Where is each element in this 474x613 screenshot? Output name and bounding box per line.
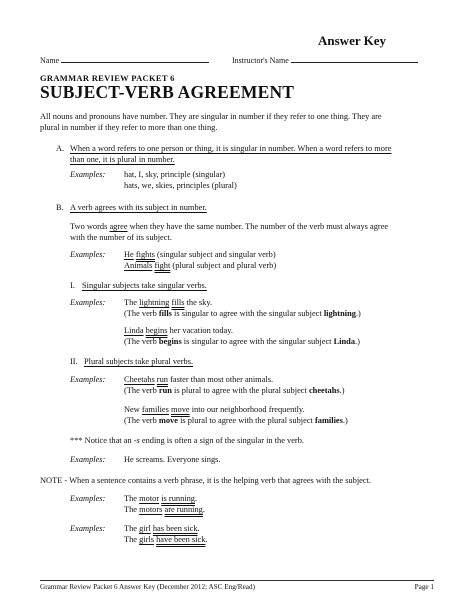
instructor-name-line [291, 54, 418, 63]
section-a-examples-label: Examples: [70, 170, 106, 179]
section-b-letter: B. [56, 203, 64, 212]
sub-i-example-2: Linda begins her vacation today. (The verb begins is singular to agree with the singular subject Linda.) [124, 326, 360, 346]
intro-line: plural in number if they refer to more than one thing. [40, 122, 218, 132]
section-b-rule: A verb agrees with its subject in number. [70, 203, 207, 212]
page-title: SUBJECT-VERB AGREEMENT [40, 82, 295, 102]
sub-i-heading: Singular subjects take singular verbs. [82, 281, 207, 290]
section-a-rule: When a word refers to one person or thing, it is singular in number. When a word refers to more than one, it is plural in number. [70, 144, 392, 164]
notice-text: *** Notice that an -s ending is often a sign of the singular in the verb. [70, 436, 305, 445]
packet-label: GRAMMAR REVIEW PACKET 6 [40, 73, 175, 83]
sub-i-example-1: The lightning fills the sky. (The verb fills is singular to agree with the singular subject lightning.) [124, 298, 361, 318]
section-a-letter: A. [56, 144, 65, 153]
section-b-paragraph: Two words agree when they have the same number. The number of the verb must always agree with the number of its subject. [70, 222, 389, 242]
sub-i-numeral: I. [70, 281, 75, 290]
sub-ii-examples-label: Examples: [70, 375, 106, 384]
sub-ii-example-2: New families move into our neighborhood frequently. (The verb move is plural to agree with the plural subject families.) [124, 405, 348, 425]
section-a-examples: hat, I, sky, principle (singular) hats, we, skies, principles (plural) [124, 170, 237, 190]
footer-source: Grammar Review Packet 6 Answer Key (December 2012; ASC Eng/Read) [40, 583, 255, 591]
intro-line: All nouns and pronouns have number. They are singular in number if they refer to one thing. They are [40, 112, 382, 121]
note-examples-group-1: The motor is running. The motors are running. [124, 494, 205, 514]
intro-paragraph [40, 112, 382, 133]
name-field [40, 54, 209, 65]
name-label: Name [40, 56, 60, 65]
section-b-examples-label: Examples: [70, 250, 106, 259]
section-b-examples: He fights (singular subject and singular verb) Animals fight (plural subject and plural verb) [124, 250, 277, 270]
page-footer [40, 580, 434, 591]
note-examples-group-2: The girl has been sick. The girls have been sick. [124, 524, 208, 544]
answer-key-label: Answer Key [318, 33, 387, 48]
sub-ii-example-1: Cheetahs run faster than most other animals. (The verb run is plural to agree with the plural subject cheetahs.) [124, 375, 345, 395]
note-examples-label-2: Examples: [70, 524, 106, 533]
sub-i-examples-label: Examples: [70, 298, 106, 307]
sub-ii-numeral: II. [70, 357, 78, 366]
notice-examples: He screams. Everyone sings. [124, 455, 221, 464]
sub-ii-heading: Plural subjects take plural verbs. [84, 357, 194, 366]
instructor-name-field [232, 54, 418, 65]
name-line [61, 54, 209, 63]
instructor-name-label: Instructor's Name [232, 56, 289, 65]
note-examples-label: Examples: [70, 494, 106, 503]
page-number: Page 1 [414, 583, 434, 591]
note-text: NOTE - When a sentence contains a verb phrase, it is the helping verb that agrees with the subject. [40, 476, 372, 485]
notice-examples-label: Examples: [70, 455, 106, 464]
